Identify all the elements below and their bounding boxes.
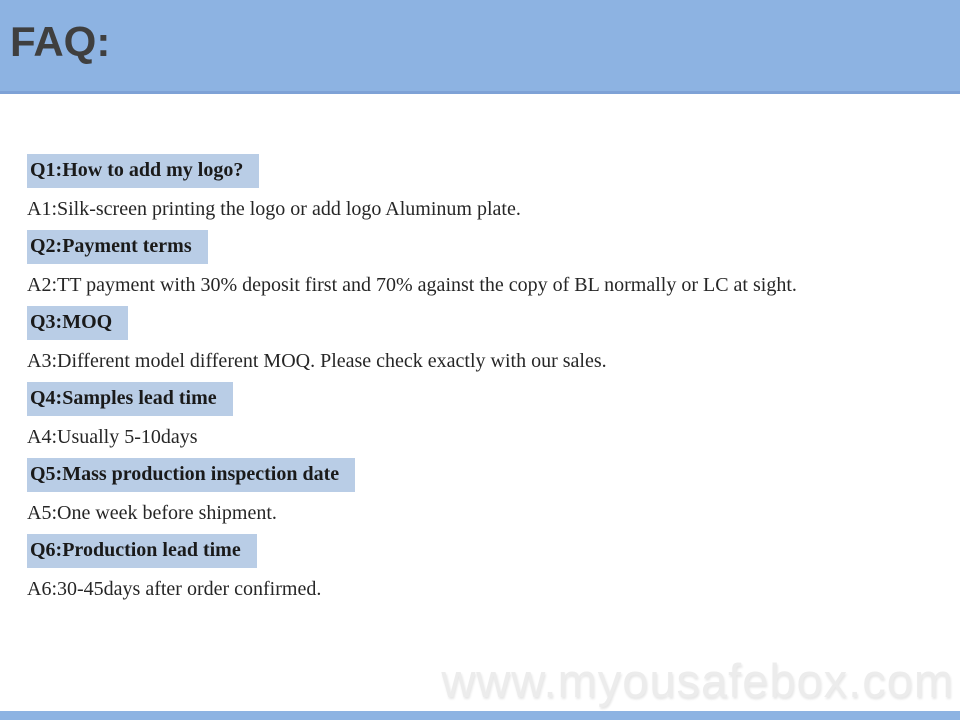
question-line — [27, 304, 940, 342]
answer-text: A5:One week before shipment. — [27, 502, 277, 524]
answer-text: A3:Different model different MOQ. Please check exactly with our sales. — [27, 350, 607, 372]
answer-text: A2:TT payment with 30% deposit first and 70% against the copy of BL normally or LC at sight. — [27, 274, 797, 296]
faq-list — [27, 152, 940, 608]
answer-text: A4:Usually 5-10days — [27, 426, 198, 448]
answer-text: A1:Silk-screen printing the logo or add logo Aluminum plate. — [27, 198, 521, 220]
footer-band — [0, 711, 960, 720]
faq-item — [27, 152, 940, 228]
question-line — [27, 456, 940, 494]
page-title: FAQ: — [10, 18, 111, 65]
question-text: Q6:Production lead time — [27, 534, 257, 568]
header-band — [0, 0, 960, 94]
question-text: Q3:MOQ — [27, 306, 128, 340]
question-text: Q2:Payment terms — [27, 230, 208, 264]
question-text: Q5:Mass production inspection date — [27, 458, 355, 492]
faq-item — [27, 228, 940, 304]
faq-item — [27, 304, 940, 380]
question-line — [27, 380, 940, 418]
question-text: Q1:How to add my logo? — [27, 154, 259, 188]
question-text: Q4:Samples lead time — [27, 382, 233, 416]
faq-item — [27, 532, 940, 608]
question-line — [27, 532, 940, 570]
faq-item — [27, 456, 940, 532]
question-line — [27, 228, 940, 266]
faq-item — [27, 380, 940, 456]
watermark-text: www.myousafebox.com — [441, 654, 954, 707]
question-line — [27, 152, 940, 190]
answer-text: A6:30-45days after order confirmed. — [27, 578, 322, 600]
